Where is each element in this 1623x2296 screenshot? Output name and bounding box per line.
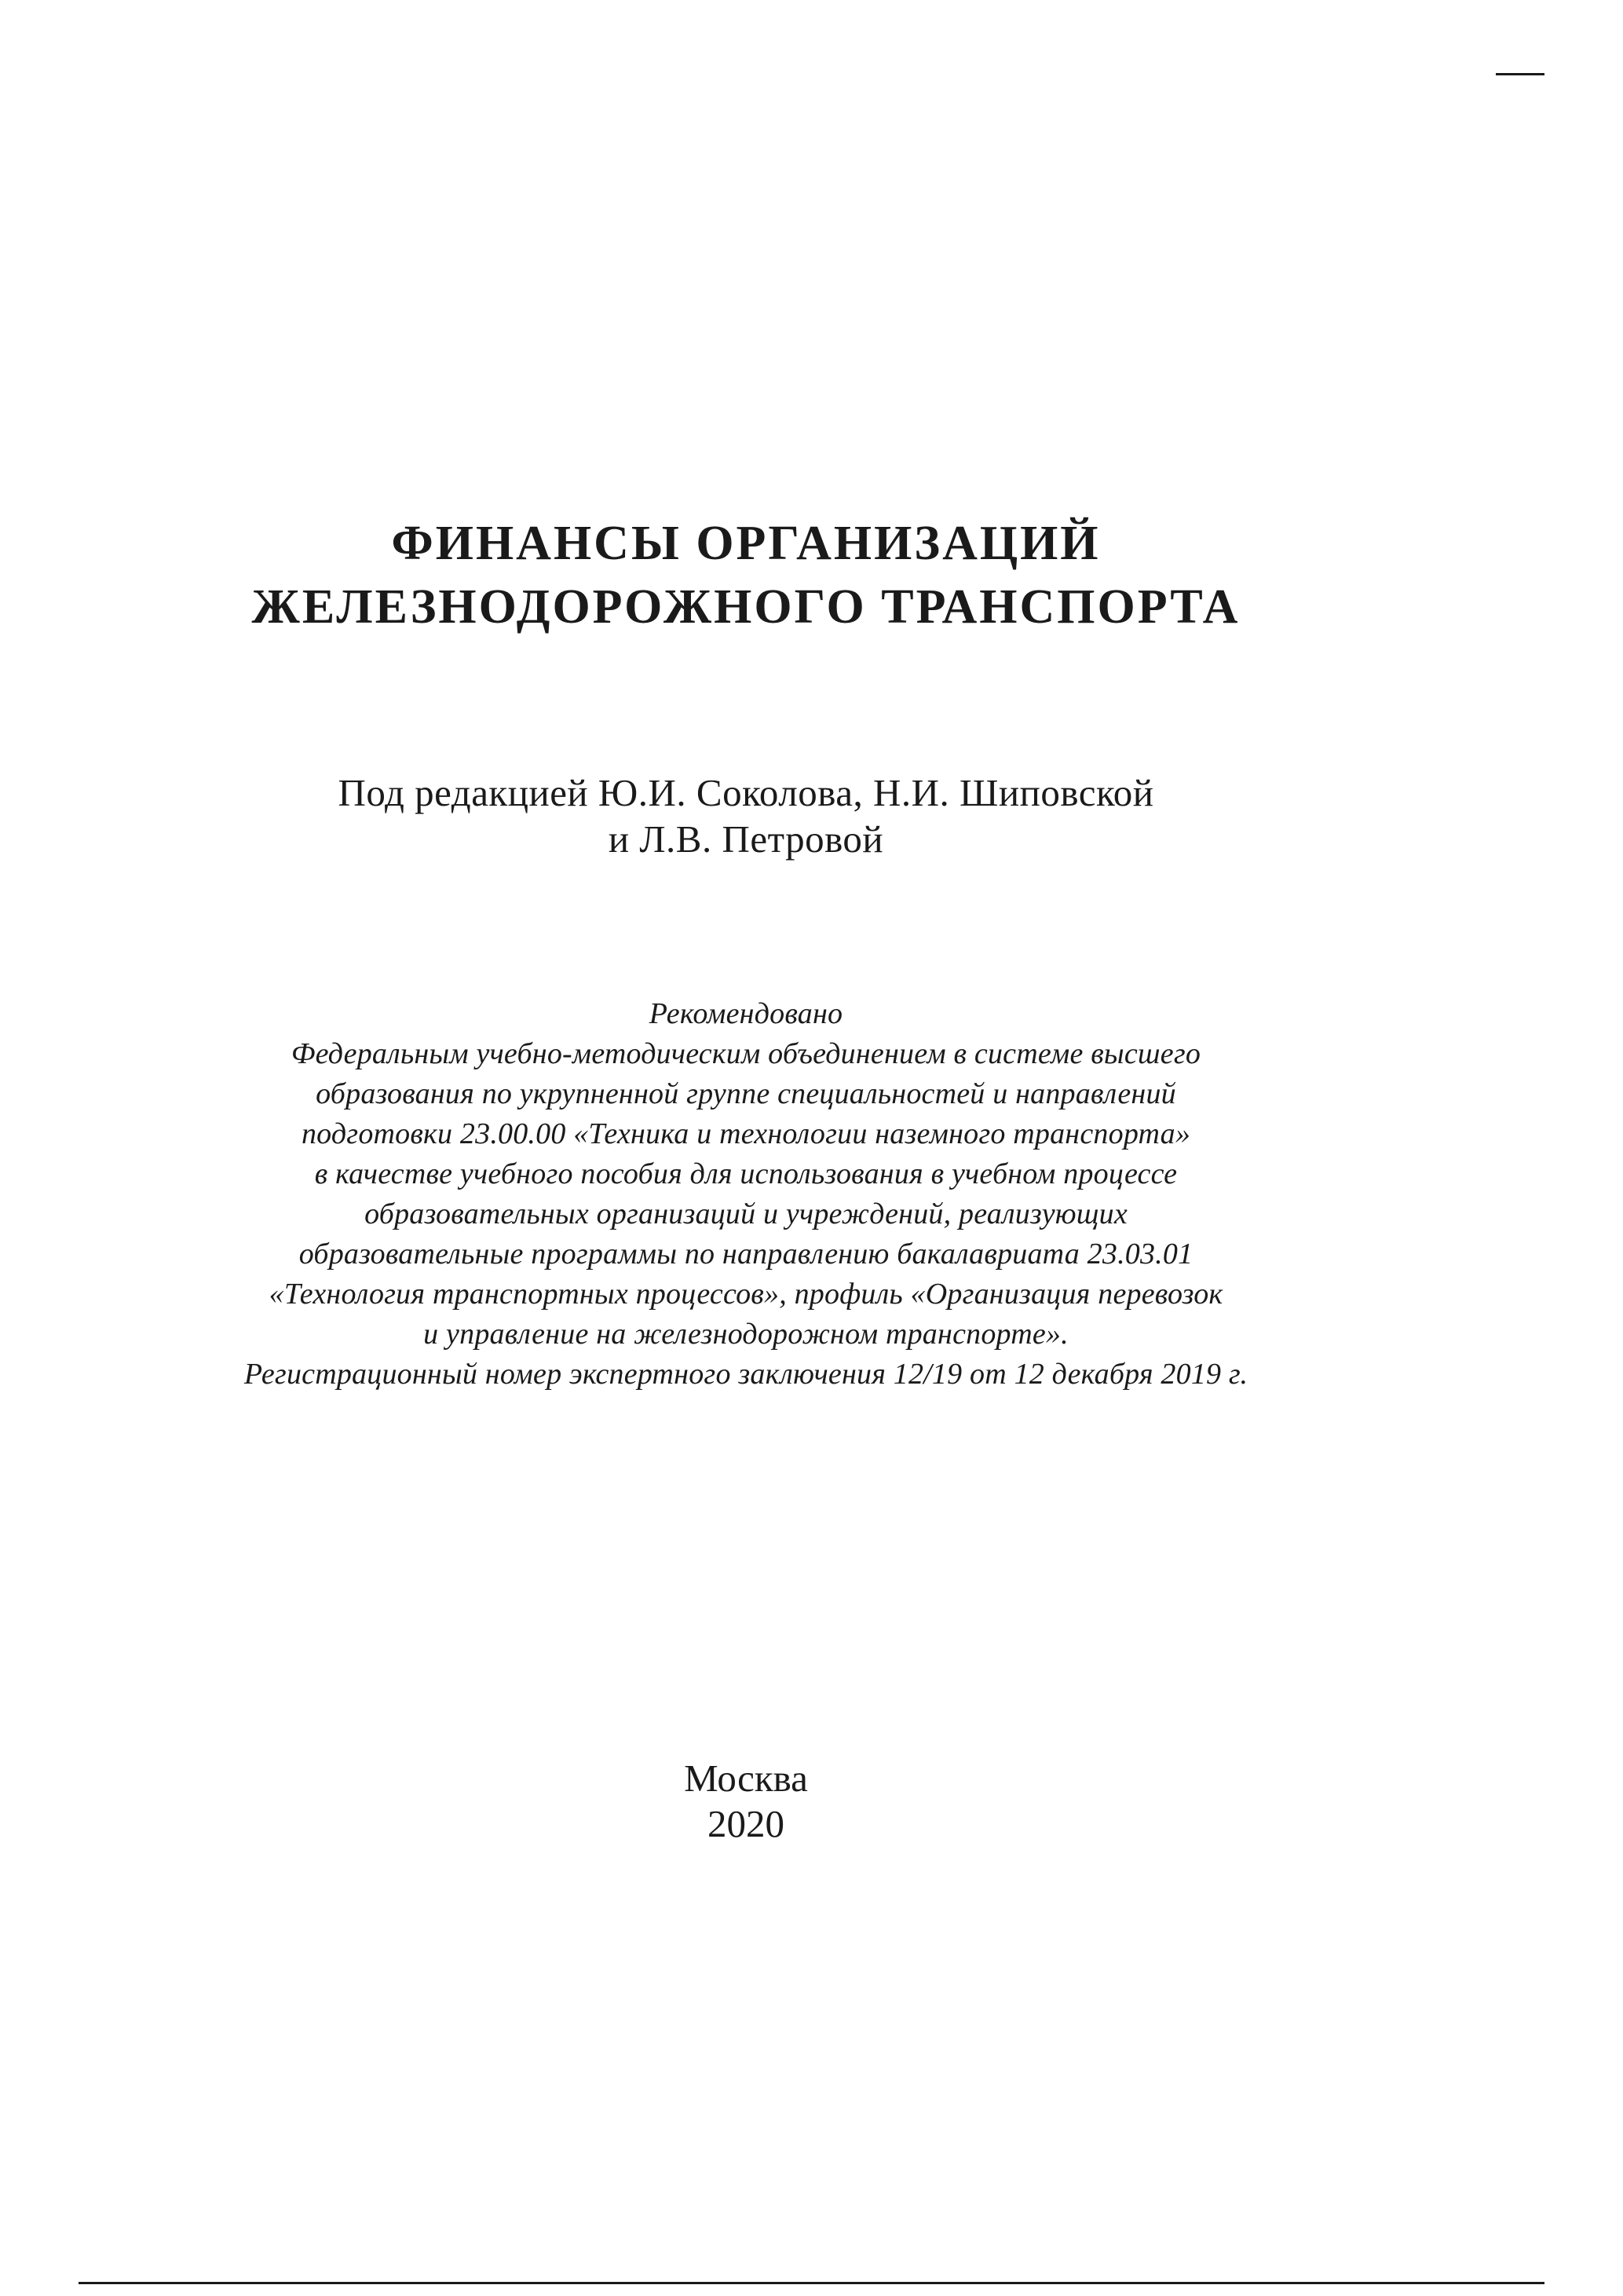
- recommendation-line: и управление на железнодорожном транспорте».: [423, 1318, 1069, 1351]
- title-line-2: ЖЕЛЕЗНОДОРОЖНОГО ТРАНСПОРТА: [251, 580, 1241, 634]
- recommendation-line: в качестве учебного пособия для использования в учебном процессе: [314, 1157, 1178, 1190]
- recommendation-line: Федеральным учебно-методическим объединением в системе высшего: [291, 1037, 1201, 1070]
- editors-block: [0, 770, 1492, 862]
- recommendation-block: [0, 994, 1492, 1395]
- recommendation-line: образования по укрупненной группе специальностей и направлений: [316, 1077, 1176, 1110]
- recommendation-line: подготовки 23.00.00 «Техника и технологии наземного транспорта»: [301, 1117, 1191, 1150]
- top-rule: [1496, 73, 1544, 75]
- editors-line-2: и Л.В. Петровой: [608, 817, 884, 861]
- recommendation-line: образовательных организаций и учреждений, реализующих: [364, 1197, 1128, 1230]
- imprint-block: [0, 1756, 1492, 1847]
- book-title: [0, 512, 1492, 639]
- recommendation-line: «Технология транспортных процессов», профиль «Организация перевозок: [269, 1278, 1223, 1311]
- publication-year: 2020: [707, 1802, 784, 1845]
- registration-line: Регистрационный номер экспертного заключения 12/19 от 12 декабря 2019 г.: [243, 1358, 1248, 1391]
- recommendation-heading: Рекомендовано: [649, 997, 843, 1030]
- editors-line-1: Под редакцией Ю.И. Соколова, Н.И. Шиповской: [338, 771, 1154, 814]
- title-line-1: ФИНАНСЫ ОРГАНИЗАЦИЙ: [391, 517, 1101, 570]
- publication-city: Москва: [684, 1757, 808, 1800]
- bottom-rule: [79, 2282, 1544, 2284]
- recommendation-line: образовательные программы по направлению бакалавриата 23.03.01: [298, 1238, 1193, 1270]
